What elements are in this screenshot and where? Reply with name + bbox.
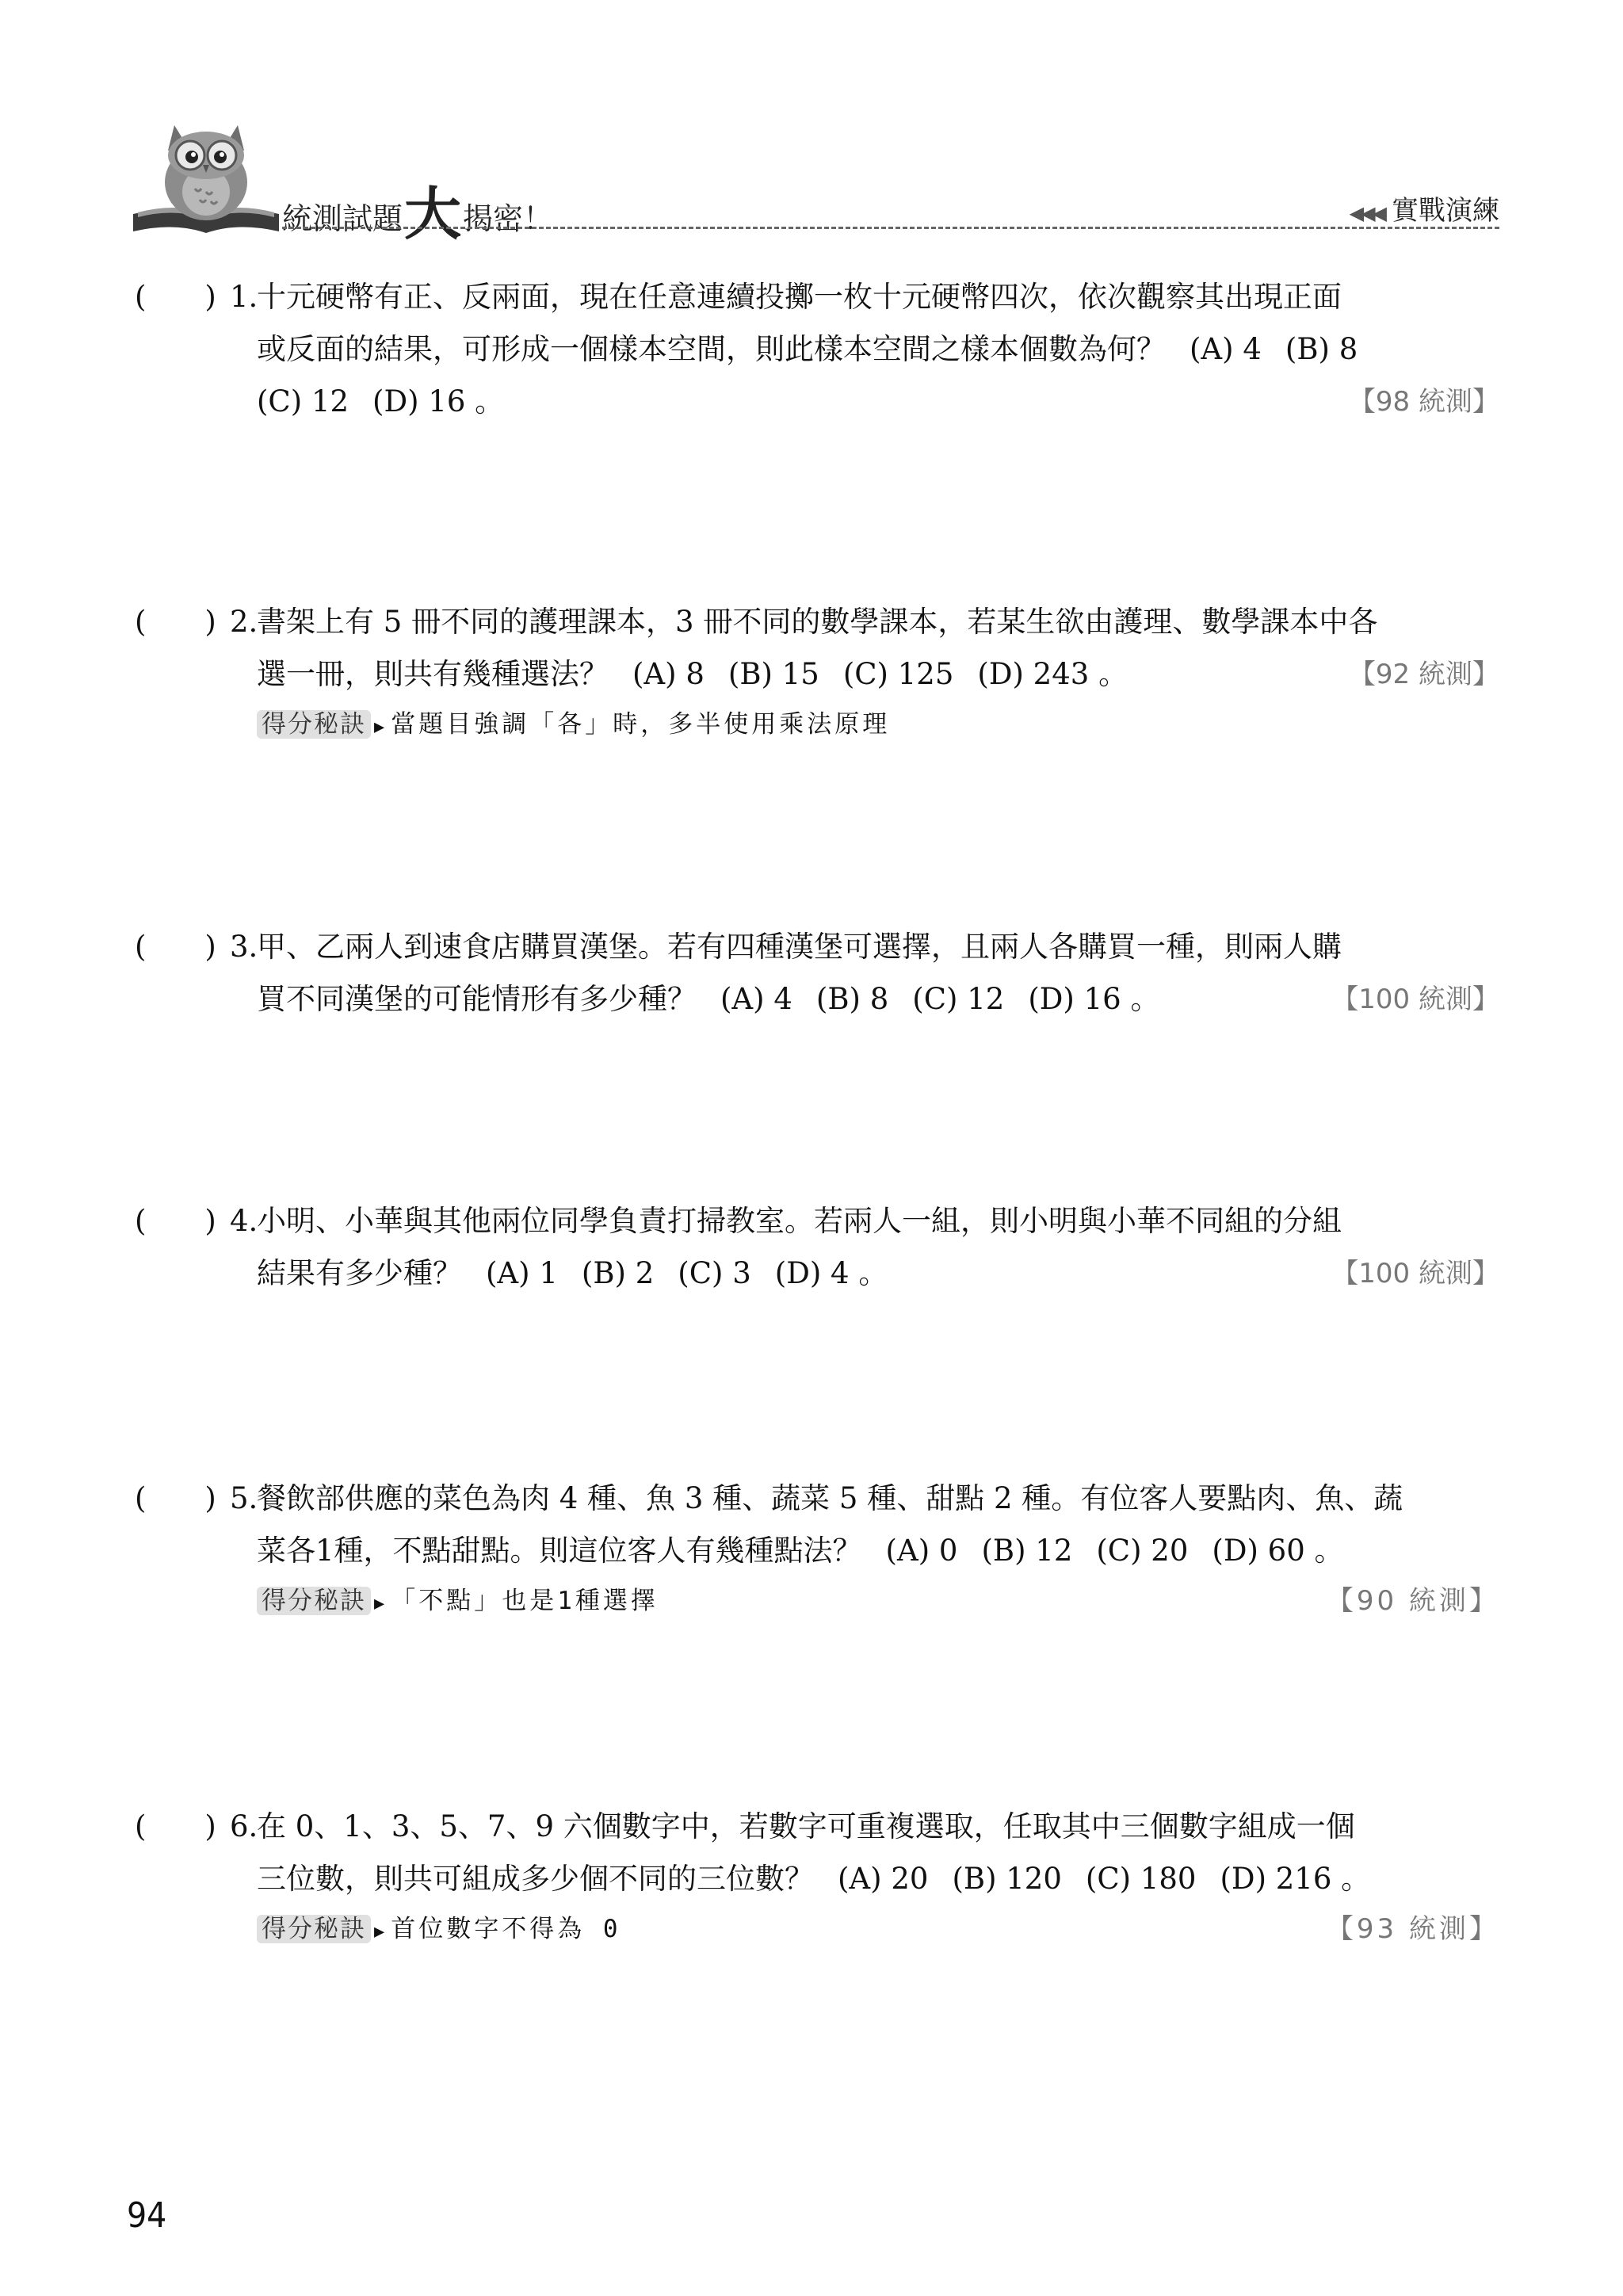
answer-blank[interactable]: ( )	[135, 930, 216, 964]
question-text-line: 選一冊，則共有幾種選法？	[257, 657, 609, 691]
section-title	[1350, 189, 1499, 227]
exam-source: 【93 統測】	[1326, 1913, 1499, 1945]
answer-blank[interactable]: ( )	[135, 280, 216, 314]
question-5	[135, 1473, 1499, 1628]
question-1	[135, 271, 1499, 428]
section-title-text: 實戰演練	[1392, 195, 1499, 227]
option-b: (B) 8	[815, 982, 889, 1016]
exam-source: 【98 統測】	[1348, 386, 1499, 418]
scoring-tip-text: 當題目強調「各」時，多半使用乘法原理	[391, 710, 891, 739]
question-text-line: 書架上有 5 冊不同的護理課本，3 冊不同的數學課本，若某生欲由護理、數學課本中各	[257, 605, 1378, 639]
option-c: (C) 20	[1096, 1534, 1189, 1568]
question-text-line: 甲、乙兩人到速食店購買漢堡。若有四種漢堡可選擇，且兩人各購買一種，則兩人購	[257, 930, 1342, 964]
option-c: (C) 125	[842, 657, 954, 691]
question-number: 6.	[230, 1809, 258, 1843]
header-title-big: 大	[404, 181, 462, 247]
question-number: 2.	[230, 605, 258, 639]
option-a: (A) 4	[1190, 332, 1262, 366]
answer-blank[interactable]: ( )	[135, 1809, 216, 1843]
question-text-line: 結果有多少種？	[257, 1256, 462, 1290]
answer-blank[interactable]: ( )	[135, 605, 216, 639]
question-3	[135, 921, 1499, 1026]
answer-blank[interactable]: ( )	[135, 1481, 216, 1515]
play-arrow-icon: ▶	[374, 1922, 388, 1942]
question-4	[135, 1195, 1499, 1300]
play-arrow-icon: ▶	[374, 1594, 388, 1614]
header-title-after: 揭密！	[463, 201, 554, 236]
option-d: (D) 16 。	[372, 384, 505, 418]
option-b: (B) 120	[952, 1862, 1062, 1896]
question-number: 5.	[230, 1481, 258, 1515]
owl-reading-book-icon	[127, 119, 285, 238]
triple-arrow-icon: ◀◀◀	[1349, 202, 1384, 224]
option-d: (D) 16 。	[1028, 982, 1160, 1016]
page-number: 94	[127, 2195, 167, 2236]
option-a: (A) 8	[632, 657, 705, 691]
option-c: (C) 180	[1085, 1862, 1197, 1896]
question-text-line: 菜各1種，不點甜點。則這位客人有幾種點法？	[257, 1534, 862, 1568]
exam-source: 【90 統測】	[1326, 1585, 1499, 1617]
question-text-line: 三位數，則共可組成多少個不同的三位數？	[257, 1862, 814, 1896]
question-number: 1.	[230, 280, 258, 314]
answer-blank[interactable]: ( )	[135, 1204, 216, 1238]
question-2	[135, 596, 1499, 751]
question-6	[135, 1801, 1499, 1956]
scoring-tip-text: 「不點」也是1種選擇	[391, 1587, 659, 1615]
question-text-line: 在 0、1、3、5、7、9 六個數字中，若數字可重複選取，任取其中三個數字組成一個	[257, 1809, 1355, 1843]
option-a: (A) 0	[885, 1534, 958, 1568]
scoring-tip-text: 首位數字不得為 0	[391, 1915, 621, 1943]
option-d: (D) 4 。	[774, 1256, 888, 1290]
question-text-line: 小明、小華與其他兩位同學負責打掃教室。若兩人一組，則小明與小華不同組的分組	[257, 1204, 1342, 1238]
header-divider	[282, 227, 1499, 229]
header-title	[282, 181, 554, 247]
option-d: (D) 60 。	[1212, 1534, 1344, 1568]
page-header	[127, 119, 1499, 247]
option-a: (A) 4	[720, 982, 792, 1016]
option-b: (B) 2	[581, 1256, 655, 1290]
question-text-line: 買不同漢堡的可能情形有多少種？	[257, 982, 697, 1016]
question-text-line: 餐飲部供應的菜色為肉 4 種、魚 3 種、蔬菜 5 種、甜點 2 種。有位客人要點肉、魚、蔬	[257, 1481, 1403, 1515]
option-b: (B) 15	[727, 657, 819, 691]
scoring-tip-tag: 得分秘訣	[257, 1587, 371, 1615]
exam-source: 【100 統測】	[1331, 1258, 1499, 1289]
option-c: (C) 3	[678, 1256, 751, 1290]
option-c: (C) 12	[257, 384, 349, 418]
play-arrow-icon: ▶	[374, 717, 388, 737]
question-text-line: 十元硬幣有正、反兩面，現在任意連續投擲一枚十元硬幣四次，依次觀察其出現正面	[257, 280, 1342, 314]
option-a: (A) 1	[486, 1256, 558, 1290]
option-a: (A) 20	[838, 1862, 929, 1896]
option-c: (C) 12	[912, 982, 1005, 1016]
question-number: 4.	[230, 1204, 258, 1238]
header-title-before: 統測試題	[282, 201, 403, 236]
question-number: 3.	[230, 930, 258, 964]
exam-source: 【92 統測】	[1348, 659, 1499, 690]
question-text-line: 或反面的結果，可形成一個樣本空間，則此樣本空間之樣本個數為何？	[257, 332, 1166, 366]
option-b: (B) 12	[981, 1534, 1073, 1568]
option-d: (D) 216 。	[1220, 1862, 1371, 1896]
option-b: (B) 8	[1285, 332, 1358, 366]
scoring-tip-tag: 得分秘訣	[257, 1915, 371, 1943]
option-d: (D) 243 。	[977, 657, 1128, 691]
scoring-tip-tag: 得分秘訣	[257, 710, 371, 739]
exam-source: 【100 統測】	[1331, 984, 1499, 1015]
